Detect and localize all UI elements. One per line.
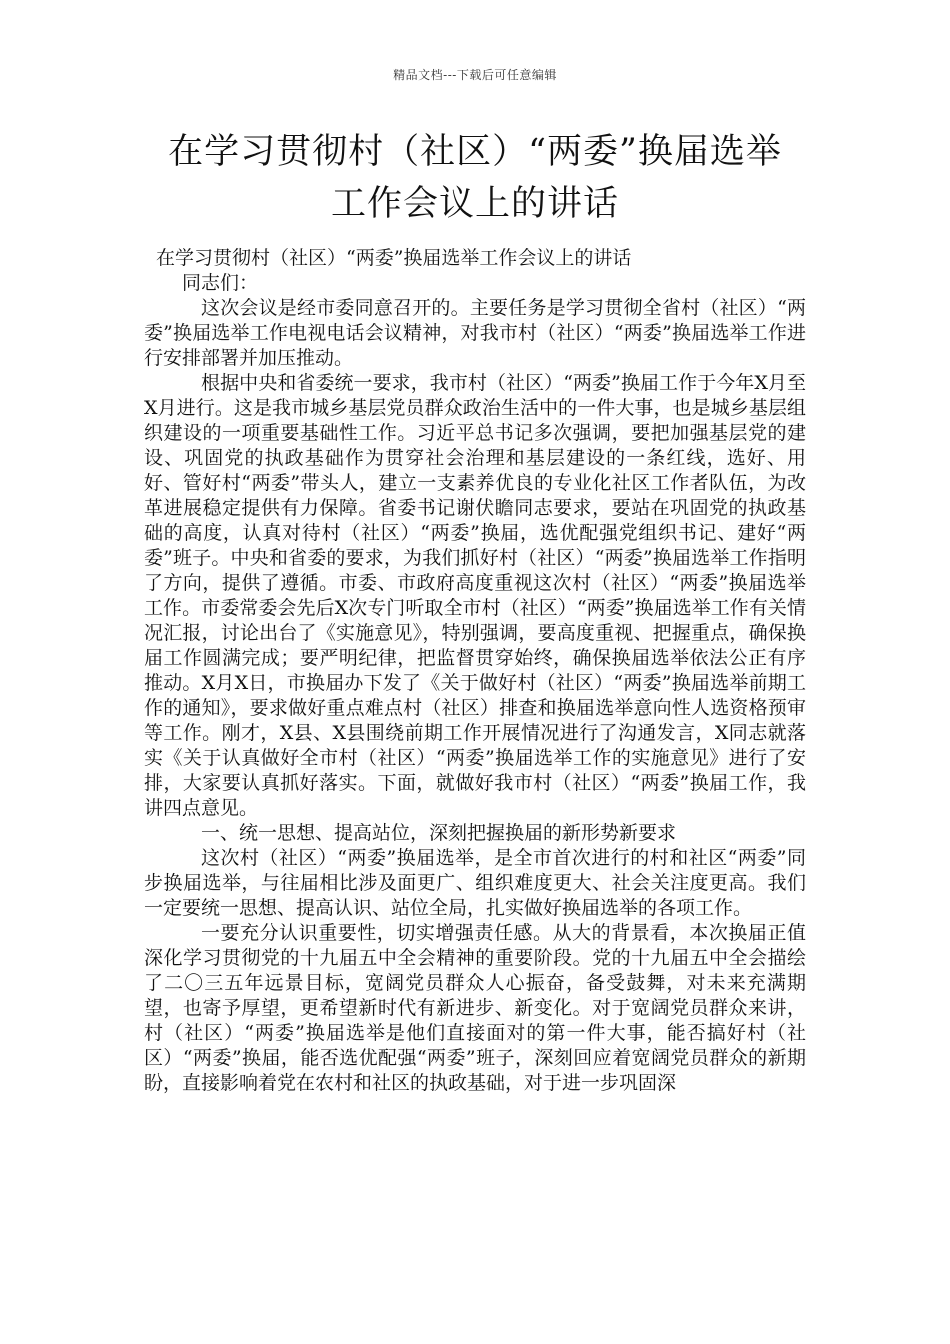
document-body (144, 246, 806, 1096)
header-note: 精品文档---下载后可任意编辑 (393, 68, 557, 82)
section-heading: 一、统一思想、提高站位，深刻把握换届的新形势新要求 (201, 822, 677, 844)
paragraph: 一要充分认识重要性，切实增强责任感。从大的背景看，本次换届正值深化学习贯彻党的十九届五中全会精神的重要阶段。党的十九届五中全会描绘了二〇三五年远景目标，宽阔党员群众人心振奋，备受鼓舞，对未来充满期望，也寄予厚望，更希望新时代有新进步、新变化。对于宽阔党员群众来讲，村（社区）“两委”换届选举是他们直接面对的第一件大事，能否搞好村（社区）“两委”换届，能否选优配强“两委”班子，深刻回应着宽阔党员群众的新期盼，直接影响着党在农村和社区的执政基础，对于进一步巩固深 (144, 922, 806, 1094)
greeting: 同志们： (182, 272, 259, 294)
paragraph: 这次会议是经市委同意召开的。主要任务是学习贯彻全省村（社区）“两委”换届选举工作电视电话会议精神，对我市村（社区）“两委”换届选举工作进行安排部署并加压推动。 (144, 297, 806, 369)
paragraph: 这次村（社区）“两委”换届选举，是全市首次进行的村和社区“两委”同步换届选举，与往届相比涉及面更广、组织难度更大、社会关注度更高。我们一定要统一思想、提高认识、站位全局，扎实做好换届选举的各项工作。 (144, 847, 806, 919)
document-title (120, 126, 830, 230)
paragraph: 根据中央和省委统一要求，我市村（社区）“两委”换届工作于今年X月至X月进行。这是我市城乡基层党员群众政治生活中的一件大事，也是城乡基层组织建设的一项重要基础性工作。习近平总书记多次强调，要把加强基层党的建设、巩固党的执政基础作为贯穿社会治理和基层建设的一条红线，选好、用好、管好村“两委”带头人，建立一支素养优良的专业化社区工作者队伍，为改革进展稳定提供有力保障。省委书记谢伏瞻同志要求，要站在巩固党的执政基础的高度，认真对待村（社区）“两委”换届，选优配强党组织书记、建好“两委”班子。中央和省委的要求，为我们抓好村（社区）“两委”换届选举工作指明了方向，提供了遵循。市委、市政府高度重视这次村（社区）“两委”换届选举工作。市委常委会先后X次专门听取全市村（社区）“两委”换届选举工作有关情况汇报，讨论出台了《实施意见》，特别强调，要高度重视、把握重点，确保换届工作圆满完成；要严明纪律，把监督贯穿始终，确保换届选举依法公正有序推动。X月X日，市换届办下发了《关于做好村（社区）“两委”换届选举前期工作的通知》，要求做好重点难点村（社区）排查和换届选举意向性人选资格预审等工作。刚才，X县、X县围绕前期工作开展情况进行了沟通发言，X同志就落实《关于认真做好全市村（社区）“两委”换届选举工作的实施意见》进行了安排，大家要认真抓好落实。下面，就做好我市村（社区）“两委”换届工作，我讲四点意见。 (144, 372, 806, 819)
lead-line: 在学习贯彻村（社区）“两委”换届选举工作会议上的讲话 (156, 247, 632, 269)
title-line-2: 工作会议上的讲话 (330, 184, 619, 224)
title-line-1: 在学习贯彻村（社区）“两委”换届选举 (168, 132, 782, 172)
